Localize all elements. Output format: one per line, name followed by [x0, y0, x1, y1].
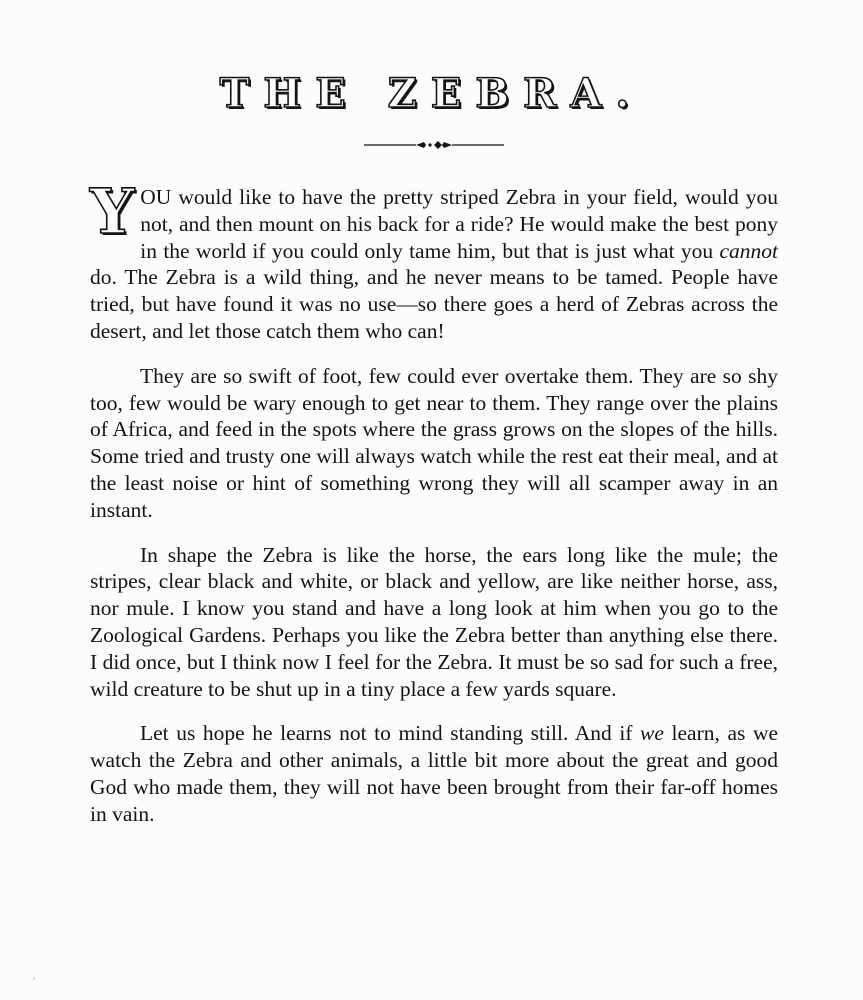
page-speck: ˌ	[32, 966, 36, 980]
paragraph-1	[90, 175, 778, 345]
paragraph-4-text-b: learn, as we watch the Zebra and other animals, a little bit more about the great and good God who made them, they will not have been brought from their far-off homes in vain.	[90, 721, 779, 826]
paragraph-1-text-a: would like to have the pretty striped Zebra in your field, would you not, and then mount on his back for a ride? He would make the best pony in the world if you could only tame him, but that is just what you	[140, 185, 778, 263]
drop-cap: Y	[90, 175, 135, 248]
paragraph-1-emphasis: cannot	[719, 238, 778, 263]
paragraph-4-emphasis: we	[640, 721, 664, 746]
paragraph-3: In shape the Zebra is like the horse, the ears long like the mule; the stripes, clear black and white, or black and yellow, are like neither horse, ass, nor mule. I know you stand and have a long look at him when you go to the Zoological Gardens. Perhaps you like the Zebra better than anything else there. I did once, but I think now I feel for the Zebra. It must be so sad for such a free, wild creature to be shut up in a tiny place a few yards square.	[90, 542, 778, 701]
paragraph-1-text-b: do. The Zebra is a wild thing, and he never means to be tamed. People have tried, but have found it was no use—so there goes a herd of Zebras across the desert, and let those catch them who can!	[90, 265, 778, 343]
page-title: THE ZEBRA.	[219, 70, 644, 117]
ornament-divider	[364, 138, 504, 152]
opening-caps: OU	[140, 185, 172, 209]
paragraph-2: They are so swift of foot, few could ever overtake them. They are so shy too, few would be wary enough to get near to them. They range over the plains of Africa, and feed in the spots where the grass grows on the slopes of the hills. Some tried and trusty one will always watch while the rest eat their meal, and at the least noise or hint of something wrong they will all scamper away in an instant.	[90, 363, 778, 522]
paragraph-4	[90, 720, 778, 827]
article-body	[90, 175, 779, 846]
paragraph-4-text-a: Let us hope he learns not to mind standing still. And if	[140, 721, 641, 746]
